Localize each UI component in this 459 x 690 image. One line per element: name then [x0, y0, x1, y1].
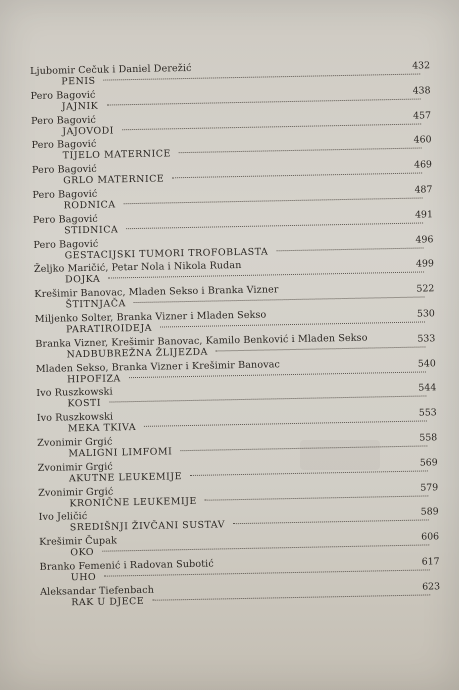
toc-title: MEKA TKIVA — [67, 422, 137, 435]
toc-author: Pero Bagović — [32, 213, 98, 226]
toc-title: RODNICA — [63, 199, 116, 212]
toc-title: ŠTITNJAČA — [65, 298, 126, 311]
toc-page-number: 623 — [422, 580, 441, 593]
toc-page-number: 460 — [413, 134, 432, 147]
toc-page-number: 579 — [420, 481, 439, 494]
dot-leader — [129, 371, 426, 378]
toc-author: Krešimir Banovac, Mladen Sekso i Branka Vizner — [34, 284, 279, 301]
dot-leader — [104, 74, 421, 81]
dot-leader — [190, 470, 428, 476]
dot-leader — [126, 222, 423, 229]
toc-page-number: 558 — [419, 432, 438, 444]
toc-page-number: 606 — [421, 531, 440, 543]
dot-leader — [172, 173, 422, 179]
toc-title: OKO — [70, 547, 95, 559]
toc-title: HIPOFIZA — [66, 372, 121, 385]
toc-page-number: 491 — [414, 209, 434, 221]
toc-title: DOJKA — [65, 274, 101, 286]
dot-leader — [122, 123, 421, 130]
toc-title: JAJNIK — [61, 100, 99, 113]
toc-author: Ivo Ruszkowski — [36, 386, 113, 400]
toc-page-number: 432 — [412, 60, 431, 72]
toc-author: Pero Bagović — [33, 238, 99, 251]
toc-title: PARATIROIDEJA — [65, 322, 153, 336]
dot-leader — [179, 148, 422, 154]
toc-title: TIJELO MATERNICE — [62, 148, 172, 162]
toc-title: KOSTI — [67, 398, 102, 410]
dot-leader — [216, 346, 426, 351]
toc-page-number: 553 — [418, 407, 437, 419]
toc-page-number: 544 — [418, 382, 437, 394]
toc-title: GESTACIJSKI TUMORI TROFOBLASTA — [64, 246, 269, 261]
toc-author: Željko Maričić, Petar Nola i Nikola Rudan — [33, 260, 242, 276]
toc-author: Mladen Sekso, Branka Vizner i Krešimir Banovac — [35, 358, 281, 375]
toc-title: JAJOVODI — [62, 124, 115, 137]
dot-leader — [152, 594, 430, 600]
toc-title: MALIGNI LIMFOMI — [68, 446, 173, 460]
dot-leader — [106, 98, 420, 105]
toc-page-number: 487 — [414, 184, 433, 196]
dot-leader — [109, 396, 426, 403]
dot-leader — [104, 569, 430, 576]
toc-title: AKUTNE LEUKEMIJE — [68, 470, 183, 485]
dot-leader — [124, 197, 423, 204]
toc-page-number: 469 — [413, 159, 433, 171]
toc-author: Pero Bagović — [31, 163, 97, 177]
dot-leader — [102, 545, 429, 552]
toc-author: Zvonimir Grgić — [37, 436, 113, 449]
toc-title: SREDIŠNJI ŽIVČANI SUSTAV — [69, 519, 226, 534]
dot-leader — [205, 495, 428, 500]
toc-author: Pero Bagović — [30, 114, 97, 127]
toc-page-number: 589 — [420, 506, 439, 518]
dot-leader — [108, 272, 424, 279]
toc-author: Miljenko Solter, Branka Vizner i Mladen Sekso — [34, 309, 267, 325]
toc-author: Pero Bagović — [30, 89, 96, 102]
dot-leader — [144, 421, 427, 427]
toc-author: Aleksandar Tiefenbach — [39, 584, 155, 598]
dot-leader — [180, 445, 427, 451]
toc-author: Pero Bagović — [32, 188, 98, 201]
toc-page-number: 617 — [421, 556, 440, 568]
toc-title: STIDNICA — [64, 224, 119, 237]
toc-title: KRONIČNE LEUKEMIJE — [69, 495, 197, 509]
toc-author: Ljubomir Cečuk i Daniel Derežić — [30, 62, 192, 77]
toc-author: Ivo Ruszkowski — [36, 411, 114, 425]
toc-author: Krešimir Čupak — [39, 535, 118, 549]
toc-page-number: 540 — [417, 357, 436, 370]
table-of-contents — [30, 58, 440, 611]
toc-page-number: 569 — [419, 456, 438, 469]
toc-page-number: 499 — [415, 258, 434, 271]
dot-leader — [276, 247, 423, 251]
toc-page-number: 438 — [412, 85, 431, 97]
toc-author: Branko Femenić i Radovan Subotić — [39, 558, 214, 573]
toc-page-number: 530 — [416, 308, 435, 320]
toc-title: UHO — [70, 571, 97, 584]
toc-author: Zvonimir Grgić — [37, 461, 113, 474]
toc-author: Ivo Jeličić — [38, 511, 88, 524]
toc-title: RAK U DJECE — [71, 595, 145, 609]
toc-author: Branka Vizner, Krešimir Banovac, Kamilo Benković i Mladen Sekso — [35, 332, 368, 350]
toc-title: PENIS — [61, 75, 96, 88]
toc-page-number: 457 — [413, 109, 432, 122]
dot-leader — [233, 520, 429, 525]
toc-page-number: 522 — [416, 283, 435, 295]
toc-author: Zvonimir Grgić — [38, 486, 114, 499]
toc-page-number: 496 — [415, 233, 434, 246]
toc-author: Pero Bagović — [31, 139, 97, 152]
toc-title: NADBUBREŽNA ŽLIJEZDA — [66, 346, 209, 361]
toc-page-number: 533 — [417, 333, 436, 345]
dot-leader — [160, 321, 425, 327]
toc-title: GRLO MATERNICE — [63, 173, 165, 187]
dot-leader — [134, 297, 425, 304]
